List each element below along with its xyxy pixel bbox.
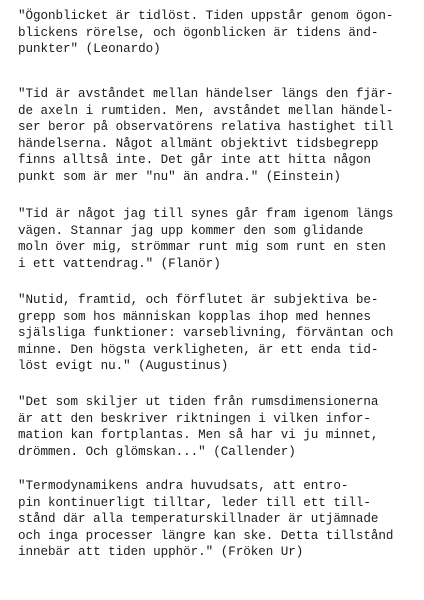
quote-line: "Tid är avståndet mellan händelser längs den fjär- — [18, 87, 394, 101]
quote-line: mation kan fortplantas. Men så har vi ju minnet, — [18, 428, 379, 442]
quote-line: punkt som är mer "nu" än andra." (Einstein) — [18, 169, 341, 184]
quote-line: moln över mig, strömmar runt mig som runt en sten — [18, 240, 386, 254]
quote-augustinus — [18, 292, 418, 375]
quote-line: "Det som skiljer ut tiden från rumsdimensionerna — [18, 395, 379, 409]
quote-line: grepp som hos människan kopplas ihop med hennes — [18, 309, 371, 324]
quote-froken-ur — [18, 478, 418, 561]
quote-line: "Nutid, framtid, och förflutet är subjektiva be- — [18, 293, 379, 307]
quote-line: minne. Den högsta verkligheten, är ett enda tid- — [18, 342, 379, 357]
quote-line: vägen. Stannar jag upp kommer den som glidande — [18, 223, 364, 238]
quote-line: drömmen. Och glömskan..." (Callender) — [18, 444, 296, 459]
quote-line: händelserna. Något allmänt objektivt tidsbegrepp — [18, 136, 379, 151]
quote-flanor — [18, 206, 418, 272]
quote-line: "Termodynamikens andra huvudsats, att entro- — [18, 479, 349, 493]
quote-line: är att den beskriver riktningen i vilken infor- — [18, 411, 371, 426]
quote-line: "Ögonblicket är tidlöst. Tiden uppstår genom ögon- — [18, 9, 394, 23]
quote-line: i ett vattendrag." (Flanör) — [18, 256, 221, 271]
quote-line: själsliga funktioner: varseblivning, förväntan och — [18, 326, 394, 340]
quote-line: punkter" (Leonardo) — [18, 42, 161, 56]
quote-leonardo — [18, 8, 418, 58]
quote-callender — [18, 394, 418, 460]
quote-line: finns alltså inte. Det går inte att hitta någon — [18, 153, 371, 167]
quote-einstein — [18, 86, 418, 185]
quote-line: de axeln i rumtiden. Men, avståndet mellan händel- — [18, 103, 394, 118]
quote-line: löst evigt nu." (Augustinus) — [18, 359, 229, 373]
quote-line: innebär att tiden upphör." (Fröken Ur) — [18, 545, 304, 559]
quote-line: blickens rörelse, och ögonblicken är tidens änd- — [18, 25, 379, 40]
quote-line: pin kontinuerligt tilltar, leder till ett till- — [18, 495, 371, 510]
quote-line: och inga processer längre kan ske. Detta tillstånd — [18, 528, 394, 543]
quote-line: stånd där alla temperaturskillnader är utjämnade — [18, 512, 379, 526]
quote-line: "Tid är något jag till synes går fram igenom längs — [18, 207, 394, 221]
quote-line: ser beror på observatörens relativa hastighet till — [18, 120, 394, 134]
